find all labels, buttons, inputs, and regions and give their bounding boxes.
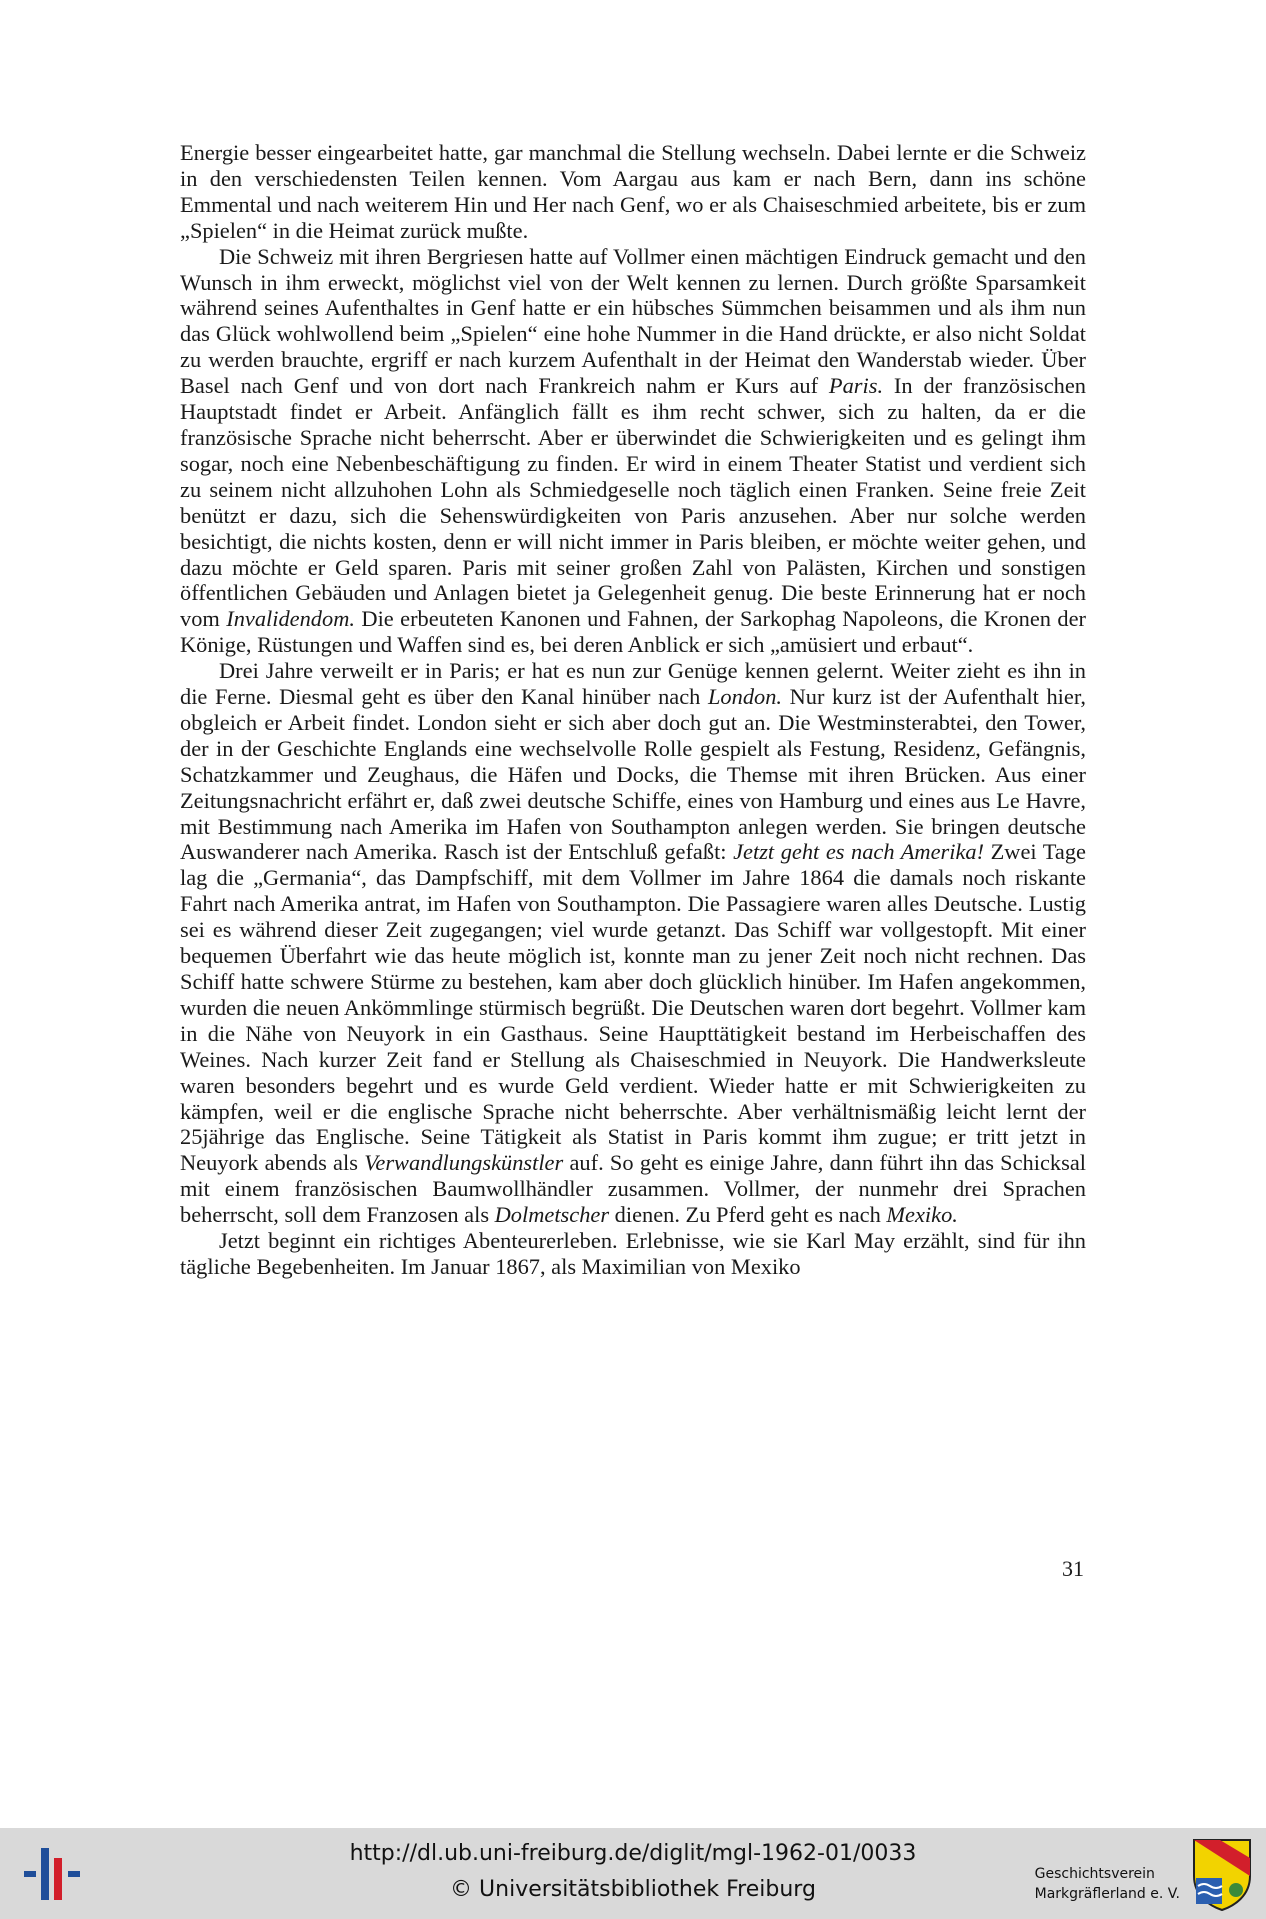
emphasis-amerika: Jetzt geht es nach Amerika! xyxy=(733,839,985,865)
coat-of-arms-icon xyxy=(1190,1836,1254,1912)
paragraph-4: Jetzt beginnt ein richtiges Abenteurerleben. Erlebnisse, wie sie Karl May erzählt, sind für ihn tägliche Begebenheiten. Im Januar 1867, als Maximilian von Mexiko xyxy=(180,1228,1086,1279)
footer-url-link[interactable]: http://dl.ub.uni-freiburg.de/diglit/mgl-1962-01/0033 xyxy=(349,1841,917,1866)
org-line-2: Markgräflerland e. V. xyxy=(1034,1886,1180,1902)
emphasis-paris: Paris. xyxy=(828,373,884,399)
emphasis-verwandlungskuenstler: Verwandlungskünstler xyxy=(364,1150,564,1176)
footer-organization xyxy=(1035,1864,1180,1904)
body-text xyxy=(180,140,1086,1280)
paragraph-1: Energie besser eingearbeitet hatte, gar manchmal die Stellung wechseln. Dabei lernte er die Schweiz in den verschiedensten Teilen kennen. Vom Aargau aus kam er nach Bern, dann ins schöne Emmental und nach weiterem Hin und Her nach Genf, wo er als Chaiseschmied arbeitete, bis er zum „Spielen“ in die Heimat zurück mußte. xyxy=(180,140,1086,243)
paragraph-3: Drei Jahre verweilt er in Paris; er hat es nun zur Genüge kennen gelernt. Weiter zieht es ihn in die Ferne. Diesmal geht es über den Kanal hinüber nach London. Nur kurz ist der Aufenthalt hier, obgleich er Arbeit findet. London sieht er sich aber doch gut an. Die Westminsterabtei, den Tower, der in der Geschichte Englands eine wechselvolle Rolle gespielt als Festung, Residenz, Gefängnis, Schatzkammer und Zeughaus, die Häfen und Docks, die Themse mit ihren Brücken. Aus einer Zeitungsnachricht erfährt er, daß zwei deutsche Schiffe, eines von Hamburg und eines aus Le Havre, mit Bestimmung nach Amerika im Hafen von Southampton anlegen werden. Sie bringen deutsche Auswanderer nach Amerika. Rasch ist der Entschluß gefaßt: Jetzt geht es nach Amerika! Zwei Tage lag die „Germania“, das Dampfschiff, mit dem Vollmer im Jahre 1864 die damals noch riskante Fahrt nach Amerika antrat, im Hafen von Southampton. Die Passagiere waren alles Deutsche. Lustig sei es während dieser Zeit zugegangen; viel wurde getanzt. Das Schiff war vollgestopft. Mit einer bequemen Überfahrt wie das heute möglich ist, konnte man zu jener Zeit noch nicht rechnen. Das Schiff hatte schwere Stürme zu bestehen, kam aber doch glücklich hinüber. Im Hafen angekommen, wurden die neuen Ankömmlinge stürmisch begrüßt. Die Deutschen waren dort begehrt. Vollmer kam in die Nähe von Neuyork in ein Gasthaus. Seine Haupttätigkeit bestand im Herbeischaffen des Weines. Nach kurzer Zeit fand er Stellung als Chaiseschmied in Neuyork. Die Handwerksleute waren besonders begehrt und es wurde Geld verdient. Wieder hatte er mit Schwierigkeiten zu kämpfen, weil er die englische Sprache nicht beherrschte. Aber verhältnismäßig leicht lernt der 25jährige das Englische. Seine Tätigkeit als Statist in Paris kommt ihm zugue; er tritt jetzt in Neuyork abends als Verwandlungskünstler auf. So geht es einige Jahre, dann führt ihn das Schicksal mit einem französischen Baumwollhändler zusammen. Vollmer, der nunmehr drei Sprachen beherrscht, soll dem Franzosen als Dolmetscher dienen. Zu Pferd geht es nach Mexiko. xyxy=(180,658,1086,1228)
org-line-1: Geschichtsverein xyxy=(1034,1866,1155,1882)
page-number: 31 xyxy=(1062,1556,1084,1581)
emphasis-dolmetscher: Dolmetscher xyxy=(494,1202,610,1228)
footer-bar xyxy=(0,1828,1266,1919)
paragraph-2: Die Schweiz mit ihren Bergriesen hatte auf Vollmer einen mächtigen Eindruck gemacht und den Wunsch in ihm erweckt, möglichst viel von der Welt kennen zu lernen. Durch größte Sparsamkeit während seines Aufenthaltes in Genf hatte er ein hübsches Sümmchen beisammen und als ihm nun das Glück wohlwollend beim „Spielen“ eine hohe Nummer in die Hand drückte, er also nicht Soldat zu werden brauchte, ergriff er nach kurzem Aufenthalt in der Heimat den Wanderstab wieder. Über Basel nach Genf und von dort nach Frankreich nahm er Kurs auf Paris. In der französischen Hauptstadt findet er Arbeit. Anfänglich fällt es ihm recht schwer, sich zu halten, da er die französische Sprache nicht beherrscht. Aber er überwindet die Schwierigkeiten und es gelingt ihm sogar, noch eine Nebenbeschäftigung zu finden. Er wird in einem Theater Statist und verdient sich zu seinem nicht allzuhohen Lohn als Schmiedgeselle noch täglich einen Franken. Seine freie Zeit benützt er dazu, sich die Sehenswürdigkeiten von Paris anzusehen. Aber nur solche werden besichtigt, die nichts kosten, denn er will nicht immer in Paris bleiben, er möchte weiter gehen, und dazu möchte er Geld sparen. Paris mit seiner großen Zahl von Palästen, Kirchen und sonstigen öffentlichen Gebäuden und Anlagen bietet ja Gelegenheit genug. Die beste Erinnerung hat er noch vom Invalidendom. Die erbeuteten Kanonen und Fahnen, der Sarkophag Napoleons, die Kronen der Könige, Rüstungen und Waffen sind es, bei deren Anblick er sich „amüsiert und erbaut“. xyxy=(180,243,1086,658)
emphasis-mexiko: Mexiko. xyxy=(886,1202,958,1228)
footer-copyright: © Universitätsbibliothek Freiburg xyxy=(450,1877,816,1902)
emphasis-london: London. xyxy=(707,684,783,710)
emphasis-invalidendom: Invalidendom. xyxy=(226,606,355,632)
